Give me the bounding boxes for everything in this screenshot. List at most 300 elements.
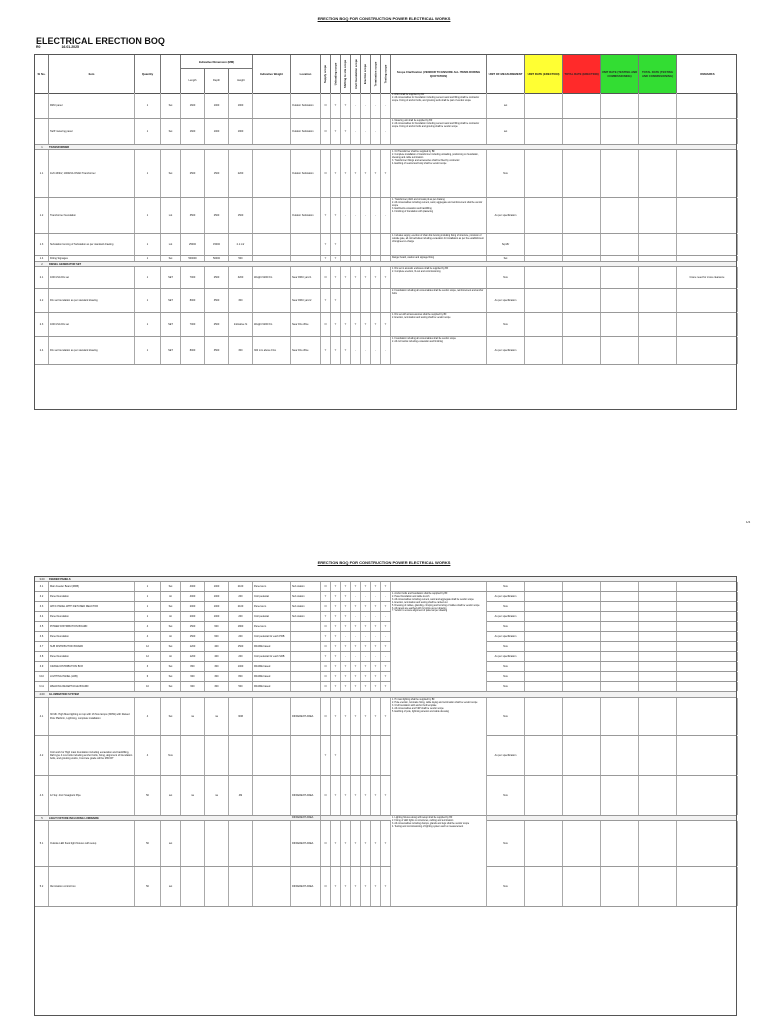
cell-wt: Panel as is (253, 582, 291, 591)
table-row (35, 622, 736, 632)
cell-scope-flag: Y (341, 821, 351, 866)
cell-loc: Outdoor Substation (291, 150, 321, 197)
cell-scope-flag: N (321, 776, 331, 815)
cell-scope: 1. Transformer plinth and oil soak pit as per drawing 2. All consumables including cement, sand, aggregate and reinforcement shall be vendor scope 3. Earthwork excavation and backfilling 4. Finishing of foundation with plastering (391, 198, 487, 233)
cell-scope-flag: - (361, 93, 371, 118)
cell-scope-flag (351, 736, 361, 775)
cell-rate (563, 682, 601, 691)
cell-item: Panel foundation (49, 592, 135, 601)
cell-unit: As per specification (487, 198, 525, 233)
col-scope-flag-5: Erection scope (361, 55, 371, 93)
cell-qty: 1 (135, 93, 161, 118)
cell-rate (639, 867, 677, 906)
cell-sno: 3.6 (35, 632, 49, 641)
cell-loc: Near RMU yard 2 (291, 289, 321, 312)
cell-d: 1500 (205, 150, 229, 197)
cell-rate (525, 612, 563, 621)
cell-scope-flag: Y (331, 662, 341, 671)
cell-unit: As per specification (487, 632, 525, 641)
cell-ht (229, 867, 253, 906)
cell-scope-flag: Y (381, 698, 391, 735)
cell-scope-flag (341, 289, 351, 312)
cell-item: 12 Sqr. 4mtr Swaglock Pipe (49, 776, 135, 815)
cell-scope-flag: Y (331, 313, 341, 336)
cell-sno: 1.2 (35, 198, 49, 233)
cell-scope-flag: Y (341, 698, 351, 735)
cell-loc: Near RMU yard 1 (291, 267, 321, 288)
cell-scope-flag: - (361, 632, 371, 641)
cell-scope-flag: Y (361, 662, 371, 671)
cell-scope-flag: - (381, 592, 391, 601)
cell-scope-flag: Y (331, 119, 341, 144)
cell-sno: 3.3 (35, 602, 49, 611)
cell-scope-flag: Y (371, 867, 381, 906)
cell-scope-flag: - (371, 119, 381, 144)
cell-l: 1200 (181, 652, 205, 661)
col-remarks: REMARKS (700, 72, 715, 76)
table-row (35, 867, 736, 907)
cell-uom: set (161, 776, 181, 815)
cell-qty: 1 (135, 592, 161, 601)
cell-d: 1000 (205, 582, 229, 591)
cell-sno: 4.3 (35, 776, 49, 815)
cell-item: CRANE DISTRIBUTION BOX (49, 662, 135, 671)
cell-rate (639, 337, 677, 364)
cell-rate (563, 256, 601, 261)
cell-scope-flag: Y (381, 602, 391, 611)
cell-uom: set (161, 821, 181, 866)
cell-d: 400 (205, 652, 229, 661)
cell-scope-flag: Y (341, 592, 351, 601)
cell-l (181, 736, 205, 775)
cell-d: 300 (205, 682, 229, 691)
cell-scope-flag: Y (331, 267, 341, 288)
cell-scope-flag: - (351, 198, 361, 233)
cell-wt: FRAME based (253, 662, 291, 671)
cell-sno: 4.1 (35, 698, 49, 735)
table-row (35, 776, 736, 816)
table-row (35, 632, 736, 642)
cell-sno: 2.1 (35, 267, 49, 288)
cell-scope-flag: Y (351, 776, 361, 815)
col-height: Height (237, 79, 245, 82)
cell-scope: 1. Foundation including all consumables shall be vendor scope 2. All civil works including excavation and finishing (391, 337, 487, 364)
cell-scope-flag: Y (341, 313, 351, 336)
cell-uom: Set (161, 602, 181, 611)
cell-rate (601, 289, 639, 312)
cell-rate (563, 93, 601, 118)
cell-scope-flag: N (321, 672, 331, 681)
cell-qty: 1 (135, 267, 161, 288)
cell-remark (677, 632, 738, 641)
cell-uom: lot (161, 592, 181, 601)
cell-wt (253, 821, 291, 866)
cell-loc: Outdoor Substation (291, 198, 321, 233)
cell-qty: 12 (135, 642, 161, 651)
cell-scope-flag: Y (371, 622, 381, 631)
cell-rate (639, 234, 677, 255)
cell-qty: 1 (135, 150, 161, 197)
cell-scope-flag: Y (341, 622, 351, 631)
cell-unit: As per specification (487, 736, 525, 775)
col-location: Location (291, 55, 321, 93)
cell-sno: 1.4 (35, 256, 49, 261)
table-row (35, 736, 736, 776)
cell-unit: set (487, 93, 525, 118)
cell-scope-flag: Y (341, 672, 351, 681)
cell-scope-flag: - (381, 198, 391, 233)
cell-rate (639, 582, 677, 591)
cell-scope: 1. DG set with all accessories shall be supplied by BF 2. Erection, termination and testing shall be vendor scope (391, 313, 487, 336)
table-row (35, 582, 736, 592)
cell-scope-flag: Y (381, 582, 391, 591)
cell-scope-flag: - (351, 337, 361, 364)
cell-scope-flag: Y (341, 642, 351, 651)
cell-ht: Indicative ht (229, 313, 253, 336)
cell-scope: 1. Includes supply, erection of chain link fencing including fixing of structure, provision of outside gate, all civil activities including excavation for installation as per the establishment of Engineer-in-charge (391, 234, 487, 255)
cell-rate (639, 289, 677, 312)
cell-rate (601, 119, 639, 144)
cell-scope-flag: N (321, 867, 331, 906)
cell-rate (525, 698, 563, 735)
cell-rate (525, 150, 563, 197)
cell-uom: SET (161, 289, 181, 312)
cell-scope-flag: Y (361, 267, 371, 288)
cell-scope-flag: Y (371, 672, 381, 681)
cell-scope-flag: Y (341, 119, 351, 144)
cell-remark (677, 602, 738, 611)
cell-rate (563, 652, 601, 661)
cell-unit: Nos (487, 313, 525, 336)
cell-sno: 3.9 (35, 662, 49, 671)
cell-scope-flag: - (371, 632, 381, 641)
cell-l: 2000 (181, 602, 205, 611)
cell-unit: As per specification (487, 289, 525, 312)
cell-scope-flag: Y (361, 672, 371, 681)
section-title: ILLUMINATION SYSTEM (49, 693, 79, 696)
cell-scope-flag: - (371, 652, 381, 661)
cell-scope-flag: Y (321, 198, 331, 233)
cell-qty: 1 (135, 289, 161, 312)
cell-rate (601, 736, 639, 775)
cell-rate (639, 652, 677, 661)
cell-qty: 1 (135, 313, 161, 336)
cell-qty: 1 (135, 234, 161, 255)
cell-scope-flag: - (351, 632, 361, 641)
cell-uom: lot (161, 652, 181, 661)
cell-rate (639, 632, 677, 641)
cell-sno: 5.2 (35, 867, 49, 906)
cell-scope-flag: Y (321, 632, 331, 641)
cell-scope-flag: - (341, 198, 351, 233)
cell-scope-flag: - (381, 612, 391, 621)
cell-scope-flag: Y (331, 652, 341, 661)
cell-sno: 3.4 (35, 612, 49, 621)
cell-remark (677, 662, 738, 671)
col-sno: Sl No. (35, 55, 49, 93)
cell-l: 600 (181, 682, 205, 691)
cell-scope-flag: - (361, 652, 371, 661)
cell-scope-flag: Y (331, 93, 341, 118)
cell-rate (563, 150, 601, 197)
cell-scope-flag (361, 289, 371, 312)
cell-rate (525, 602, 563, 611)
cell-l: 1500 (181, 622, 205, 631)
col-scope-flag-2: Unloading scope (331, 55, 341, 93)
cell-scope-flag: - (361, 337, 371, 364)
col-item: Item (49, 55, 135, 93)
cell-qty: 1 (135, 602, 161, 611)
col-scope-flag-6: Termination scope (371, 55, 381, 93)
cell-d: 1000 (205, 592, 229, 601)
cell-item: Transformer foundation (49, 198, 135, 233)
cell-scope-flag (371, 736, 381, 775)
cell-wt: Civil pedestal for each PDB (253, 632, 291, 641)
cell-l: 4000 (181, 582, 205, 591)
cell-qty: 50 (135, 867, 161, 906)
cell-item: DG set foundation as per standard drawing (49, 289, 135, 312)
cell-ht: 500 (229, 682, 253, 691)
cell-rate (639, 267, 677, 288)
cell-scope-flag: Y (351, 267, 361, 288)
cell-sno (35, 119, 49, 144)
cell-scope-flag: Y (331, 867, 341, 906)
section-title: LIGHT FIXTURE INCLUDING LUMINAIRE (49, 816, 99, 820)
cell-d: 1000 (205, 93, 229, 118)
cell-remark (677, 198, 738, 233)
cell-rate (601, 256, 639, 261)
section-number: 1 (41, 145, 43, 149)
cell-l: 1600 (181, 93, 205, 118)
cell-unit: Nos (487, 672, 525, 681)
cell-scope-flag: Y (351, 672, 361, 681)
cell-wt: FRAME based (253, 682, 291, 691)
cell-scope-flag: Y (331, 642, 341, 651)
table-row (35, 267, 736, 289)
cell-item: DG set foundation as per standard drawing (49, 337, 135, 364)
cell-l: na (181, 698, 205, 735)
cell-scope-flag: Y (381, 622, 391, 631)
col-scope-flag-1: Supply scope (321, 55, 331, 93)
cell-uom: Set (161, 150, 181, 197)
cell-sno: 3.8 (35, 652, 49, 661)
cell-scope-flag: Y (331, 682, 341, 691)
cell-rate (639, 662, 677, 671)
cell-loc (291, 662, 321, 671)
cell-d: 3500 (205, 289, 229, 312)
cell-unit: Nos (487, 622, 525, 631)
cell-scope-flag: Y (371, 582, 381, 591)
cell-wt (253, 256, 291, 261)
boq-title: ELECTRICAL ERECTION BOQ (36, 36, 165, 46)
cell-scope-flag: - (351, 592, 361, 601)
cell-rate (601, 150, 639, 197)
cell-remark (677, 234, 738, 255)
cell-scope-flag: Y (381, 642, 391, 651)
cell-qty: 1 (135, 198, 161, 233)
cell-ht: 1900 (229, 93, 253, 118)
cell-scope-flag: Y (361, 582, 371, 591)
cell-wt (253, 867, 291, 906)
cell-loc (291, 672, 321, 681)
cell-ht: 2100 (229, 602, 253, 611)
cell-loc (291, 642, 321, 651)
cell-ht: 300 (229, 289, 253, 312)
cell-scope-flag: Y (361, 821, 371, 866)
cell-scope: 1. DG set in acoustic enclosure shall be supplied by BF 2. Complete erection, fit-out and commissioning (391, 267, 487, 288)
cell-wt (253, 234, 291, 255)
cell-scope-flag: Y (381, 313, 391, 336)
cell-rate (563, 736, 601, 775)
cell-rate (525, 672, 563, 681)
cell-wt: Weight 9200 KG (253, 313, 291, 336)
cell-rate (525, 267, 563, 288)
cell-scope-flag: N (321, 119, 331, 144)
cell-qty: 4 (135, 698, 161, 735)
cell-scope-flag: - (351, 119, 361, 144)
cell-scope-flag: N (321, 93, 331, 118)
cell-sno: 3.10 (35, 672, 49, 681)
cell-qty: 4 (135, 622, 161, 631)
cell-scope-flag: Y (381, 821, 391, 866)
col-unit-rate: UNIT RATE (ERECTION) (525, 55, 563, 93)
cell-qty: 50 (135, 776, 161, 815)
cell-item: Panel foundation (49, 652, 135, 661)
cell-l: 800 (181, 662, 205, 671)
cell-scope-flag: N (321, 582, 331, 591)
cell-scope-flag (381, 736, 391, 775)
cell-unit: Nos (487, 642, 525, 651)
cell-rate (639, 592, 677, 601)
cell-scope-flag: Y (371, 150, 381, 197)
cell-qty: 10 (135, 682, 161, 691)
cell-scope-flag: Y (331, 698, 341, 735)
cell-scope-flag: Y (331, 632, 341, 641)
cell-unit: Nos (487, 662, 525, 671)
cell-scope-flag: - (371, 592, 381, 601)
cell-d: 2500 (205, 313, 229, 336)
cell-scope-flag: Y (381, 776, 391, 815)
cell-loc: Outdoor Substation (291, 119, 321, 144)
merged-scope-clarification: 1. Hi mast lighting shall be supplied by BF 2. Pole erection, luminaire fixing, cable laying and termination shall be vendor scope 3. Civil foundation with anchor bolt template 4. All consumables and T&P shall be vendor scope 5. Earthing of pole, lightning arrestor and cable dressing (391, 698, 487, 816)
cell-rate (525, 592, 563, 601)
cell-qty: 4 (135, 736, 161, 775)
cell-rate (601, 672, 639, 681)
cell-uom: SET (161, 337, 181, 364)
cell-scope-flag: Y (381, 672, 391, 681)
cell-qty: 1 (135, 612, 161, 621)
cell-unit: Nos (487, 150, 525, 197)
cell-d: 15000 (205, 234, 229, 255)
cell-scope-flag: Y (361, 313, 371, 336)
cell-ht: 3200 (229, 267, 253, 288)
table-row (35, 672, 736, 682)
cell-scope-flag: Y (321, 592, 331, 601)
cell-ht: 200 (229, 612, 253, 621)
cell-remark (677, 652, 738, 661)
cell-scope-flag: Y (341, 93, 351, 118)
cell-scope-flag: - (381, 632, 391, 641)
cell-rate (563, 234, 601, 255)
cell-scope-flag: Y (321, 736, 331, 775)
cell-scope-flag: Y (331, 150, 341, 197)
cell-rate (601, 821, 639, 866)
cell-scope-flag: Y (381, 150, 391, 197)
cell-unit: As per specification (487, 337, 525, 364)
cell-scope-flag (361, 234, 371, 255)
cell-rate (525, 652, 563, 661)
cell-rate (639, 612, 677, 621)
cell-remark (677, 612, 738, 621)
cell-uom: Set (161, 582, 181, 591)
table-row (35, 821, 736, 867)
cell-wt: Panel as is (253, 622, 291, 631)
cell-sno: 1.1 (35, 150, 49, 197)
cell-wt (253, 289, 291, 312)
cell-remark (677, 672, 738, 681)
cell-rate (563, 267, 601, 288)
cell-ht: 300 (229, 337, 253, 364)
cell-scope-flag: Y (341, 612, 351, 621)
cell-qty: 4 (135, 632, 161, 641)
cell-remark (677, 256, 738, 261)
cell-ht: 1500 (229, 198, 253, 233)
cell-d: 300 (205, 672, 229, 681)
date-label: 16.01.2025 (61, 45, 79, 49)
cell-item: SUB DISTRIBUTION BOARD (49, 642, 135, 651)
cell-scope-flag: - (361, 612, 371, 621)
cell-wt (253, 119, 291, 144)
section-title: TRANSFORMER (49, 145, 70, 149)
cell-d (205, 736, 229, 775)
cell-scope: 1. Oil Transformer shall be supplied by BF 2. Complete installation of transformer including unloading, positioning on foundation, dressing and cable termination 3. Transformer fittings and accessories shall be fitted by contractor 4. Earthing of neutral and body shall be vendor scope (391, 150, 487, 197)
cell-d (205, 867, 229, 906)
cell-rate (525, 198, 563, 233)
cell-scope-flag: Y (351, 698, 361, 735)
cell-scope: 1. Metering unit shall be supplied by BF 2. All consumables for foundation including cement sand and filling shall be contractor scope. Fixing of anchor bolts and grouting shall be vendor scope (391, 119, 487, 144)
cell-remark (677, 93, 738, 118)
cell-rate (525, 632, 563, 641)
table-row (35, 289, 736, 313)
cell-unit: Nos (487, 867, 525, 906)
cell-scope-flag (351, 289, 361, 312)
cell-rate (525, 582, 563, 591)
table-row (35, 93, 736, 119)
cell-scope-flag: - (371, 612, 381, 621)
cell-loc: DIFFERENT AREA (291, 776, 321, 815)
cell-loc: Near DG office (291, 313, 321, 336)
cell-scope-flag (371, 234, 381, 255)
boq-table-page-1 (34, 54, 737, 410)
cell-scope-flag: Y (331, 289, 341, 312)
page-number: 1/4 (746, 520, 751, 524)
cell-rate (563, 622, 601, 631)
cell-rate (601, 267, 639, 288)
cell-scope-flag: - (381, 93, 391, 118)
revision-row (36, 45, 99, 49)
cell-location: DIFFERENT AREA (291, 816, 321, 820)
cell-scope-flag: Y (371, 682, 381, 691)
cell-rate (525, 234, 563, 255)
cell-scope-flag: Y (351, 867, 361, 906)
section-number: 3.00 (39, 577, 45, 581)
boq-table-page-2 (34, 576, 737, 1016)
cell-rate (563, 672, 601, 681)
cell-loc: Sub station (291, 582, 321, 591)
cell-loc: Sub station (291, 602, 321, 611)
cell-scope-flag: Y (351, 662, 361, 671)
cell-ht: 800 (229, 672, 253, 681)
